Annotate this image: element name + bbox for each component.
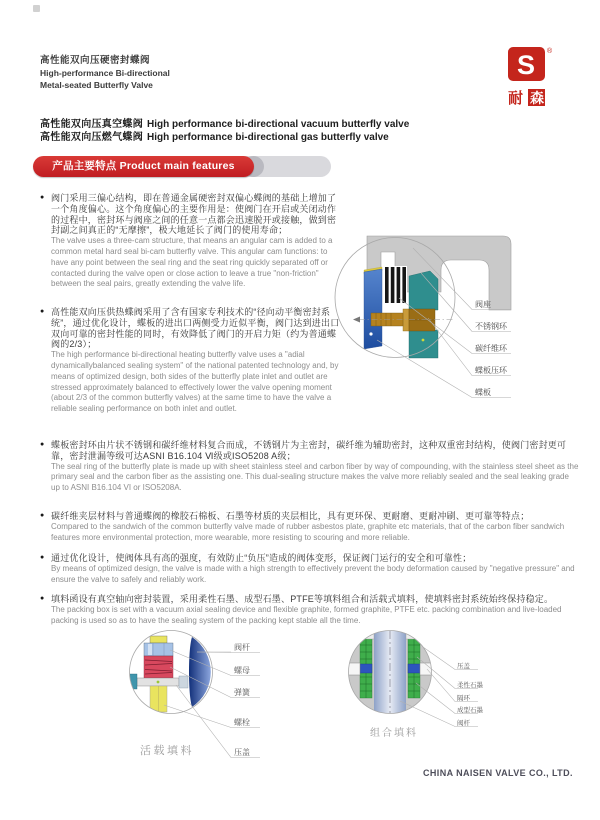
feature-item-3 bbox=[40, 440, 579, 494]
cp-label-spacer-ring: 隔环 bbox=[457, 695, 470, 702]
side-port-left bbox=[345, 663, 360, 675]
arrow-icon bbox=[353, 317, 360, 323]
feature-1-en: The valve uses a three-cam structure, that means an angular cam is added to a common metal hard seal bi-cam butterfly valve. This angular cam functions: to have any point between the seal ring and the seat ring quickly separated off or contacted during the valve open or close action to leave a true "non-friction" between the seal pairs, greatly extending the valve life. bbox=[51, 236, 333, 289]
cp-label-flexible-graphite: 柔性石墨 bbox=[457, 682, 483, 689]
feature-2-cn: 高性能双向压供热蝶阀采用了含有国家专利技术的“径向动平衡密封系统”，通过优化设计，蝶板的进出口两侧受力近似平衡，阀门达到进出口双向可靠的密封性能的同时，有效降低了阀门的开启力矩（约为普通蝶阀的2/3）； bbox=[51, 307, 340, 350]
page-header bbox=[40, 55, 170, 91]
seal-label-valve-seat: 阀座 bbox=[475, 300, 491, 309]
logo-brand-char1: 耐 bbox=[508, 90, 524, 107]
bullet-icon: ● bbox=[40, 554, 45, 561]
bullet-icon: ● bbox=[40, 194, 45, 201]
ll-label-bolt: 螺栓 bbox=[234, 718, 250, 727]
spacer-ring-left bbox=[360, 664, 372, 673]
side-port-right bbox=[420, 663, 435, 675]
corner-print-mark bbox=[33, 5, 40, 12]
footer-company: CHINA NAISEN VALVE CO., LTD. bbox=[423, 768, 573, 778]
feature-6-en: The packing box is set with a vacuum axial sealing device and flexible graphite, formed graphite, PTFE etc. packing combination and live-loaded packing is used so as to have the sealing system of the packing kept stable all the time. bbox=[51, 604, 562, 625]
logo-registered-mark: ® bbox=[547, 48, 553, 55]
cp-label-formed-graphite: 成型石墨 bbox=[457, 707, 483, 714]
feature-5-en: By means of optimized design, the valve is made with a high strength to effectively prevent the body deformation caused by "negative pressure" and ensure the valve to safely and reliably work. bbox=[51, 563, 575, 584]
ll-label-spring: 弹簧 bbox=[234, 688, 250, 697]
combined-caption: 组合填料 bbox=[370, 728, 418, 739]
live-loaded-packing-diagram bbox=[88, 625, 298, 780]
seal-label-stainless-ring: 不锈钢环 bbox=[475, 322, 507, 331]
cp-label-stem: 阀杆 bbox=[457, 720, 470, 727]
ll-label-nut: 螺母 bbox=[234, 666, 250, 675]
butterfly-plate-lower bbox=[409, 330, 438, 358]
feature-item-4 bbox=[40, 511, 579, 543]
live-load-bolt-assembly bbox=[125, 636, 188, 712]
product-title-gas-en: High performance bi-directional gas butterfly valve bbox=[147, 131, 389, 143]
seal-detail-diagram bbox=[333, 218, 593, 433]
bullet-icon: ● bbox=[40, 441, 45, 448]
seal-label-carbon-fiber-ring: 碳纤维环 bbox=[475, 344, 507, 353]
feature-5-cn: 通过优化设计，使阀体具有高的强度，有效防止“负压”造成的阀体变形，保证阀门运行的安全和可靠性； bbox=[51, 553, 472, 563]
feature-item-5 bbox=[40, 553, 579, 585]
seat-plate bbox=[364, 269, 382, 349]
product-title-vacuum-cn: 高性能双向压真空蝶阀 bbox=[40, 119, 143, 130]
brand-logo bbox=[506, 44, 556, 110]
bullet-icon: ● bbox=[40, 308, 45, 315]
feature-4-en: Compared to the sandwich of the common butterfly valve made of rubber asbestos plate, graphite etc materials, that of the carbon fiber sandwich features more environmental protection, more wearable, more resisting to scouring and more reliable. bbox=[51, 521, 565, 542]
product-title-gas-cn: 高性能双向压燃气蝶阀 bbox=[40, 131, 143, 143]
valve-stem-section bbox=[189, 637, 211, 707]
header-title-en-1: High-performance Bi-directional bbox=[40, 68, 170, 78]
header-title-cn: 高性能双向压硬密封蝶阀 bbox=[40, 55, 151, 66]
feature-item-6 bbox=[40, 594, 579, 626]
feature-1-cn: 阀门采用三偏心结构，即在普通金属硬密封双偏心蝶阀的基础上增加了一个角度偏心。这个角度偏心的主要作用是：使阀门在开启或关闭动作的过程中，密封环与阀座之间的任意一点都会迅速脱开或接触，做到密封副之间真正的“无摩擦”，极大地延长了阀门的使用寿命； bbox=[51, 193, 337, 236]
feature-item-2 bbox=[40, 307, 341, 415]
header-title-en-2: Metal-seated Butterfly Valve bbox=[40, 80, 153, 90]
logo-brand-char2: 森 bbox=[530, 90, 544, 106]
spring bbox=[144, 656, 173, 678]
section-banner-label: 产品主要特点 Product main features bbox=[33, 156, 254, 177]
brand-logo-icon bbox=[506, 44, 556, 110]
feature-3-en: The seal ring of the butterfly plate is made up with sheet stainless steel and carbon fiber by way of compounding, with the stainless steel sheet as the primary seal and the carbon fiber as the assisting one. This dual-sealing structure makes the valve more reliably sealed and the seal leaking grade up to ASNI B16.104 VI or ISO5208A. bbox=[51, 461, 579, 493]
product-titles bbox=[40, 119, 409, 144]
bullet-icon: ● bbox=[40, 595, 45, 602]
product-title-vacuum bbox=[40, 119, 409, 132]
bullet-icon: ● bbox=[40, 512, 45, 519]
seal-label-butterfly-plate: 蝶板 bbox=[475, 388, 491, 397]
feature-3-cn: 蝶板密封环由片状不锈钢和碳纤维材料复合而成，不锈钢片为主密封，碳纤维为辅助密封，这种双重密封结构，使阀门密封更可靠，密封泄漏等级可达ASNI B16.104 Ⅵ级或ISO5208 A级； bbox=[51, 440, 567, 461]
ll-label-stem: 阀杆 bbox=[234, 643, 250, 652]
feature-item-1 bbox=[40, 193, 341, 290]
product-title-vacuum-en: High performance bi-directional vacuum butterfly valve bbox=[147, 119, 410, 130]
live-loaded-caption: 活载填料 bbox=[140, 745, 194, 757]
cp-label-gland: 压盖 bbox=[457, 663, 470, 670]
ll-label-gland: 压盖 bbox=[234, 748, 250, 757]
logo-symbol: S bbox=[516, 50, 536, 80]
seal-label-plate-press-ring: 蝶板压环 bbox=[475, 366, 507, 375]
spacer-ring-right bbox=[408, 664, 420, 673]
butterfly-plate-upper bbox=[409, 271, 438, 310]
feature-4-cn: 碳纤维夹层材料与普通蝶阀的橡胶石棉板、石墨等材质的夹层相比，具有更环保、更耐磨、更耐冲刷、更可靠等特点； bbox=[51, 511, 530, 521]
product-title-gas bbox=[40, 132, 409, 145]
feature-6-cn: 填料函设有真空轴向密封装置，采用柔性石墨、成型石墨、PTFE等填料组合和活载式填料，使填料密封系统始终保持稳定。 bbox=[51, 594, 554, 604]
feature-2-en: The high performance bi-directional heating butterfly valve uses a "adial dynamicallybalanced sealing system" of the national patented technology and, by means of optimized design, both sides of the butterfly plate inlet and outlet are stressed approximately balanced to effectively lower the valve opening moment (about 2/3 of the common butterfly valves) at the same time to have the valve a reliable sealing performance on both inlet and outlet. bbox=[51, 350, 339, 414]
combined-packing-diagram bbox=[320, 625, 560, 780]
